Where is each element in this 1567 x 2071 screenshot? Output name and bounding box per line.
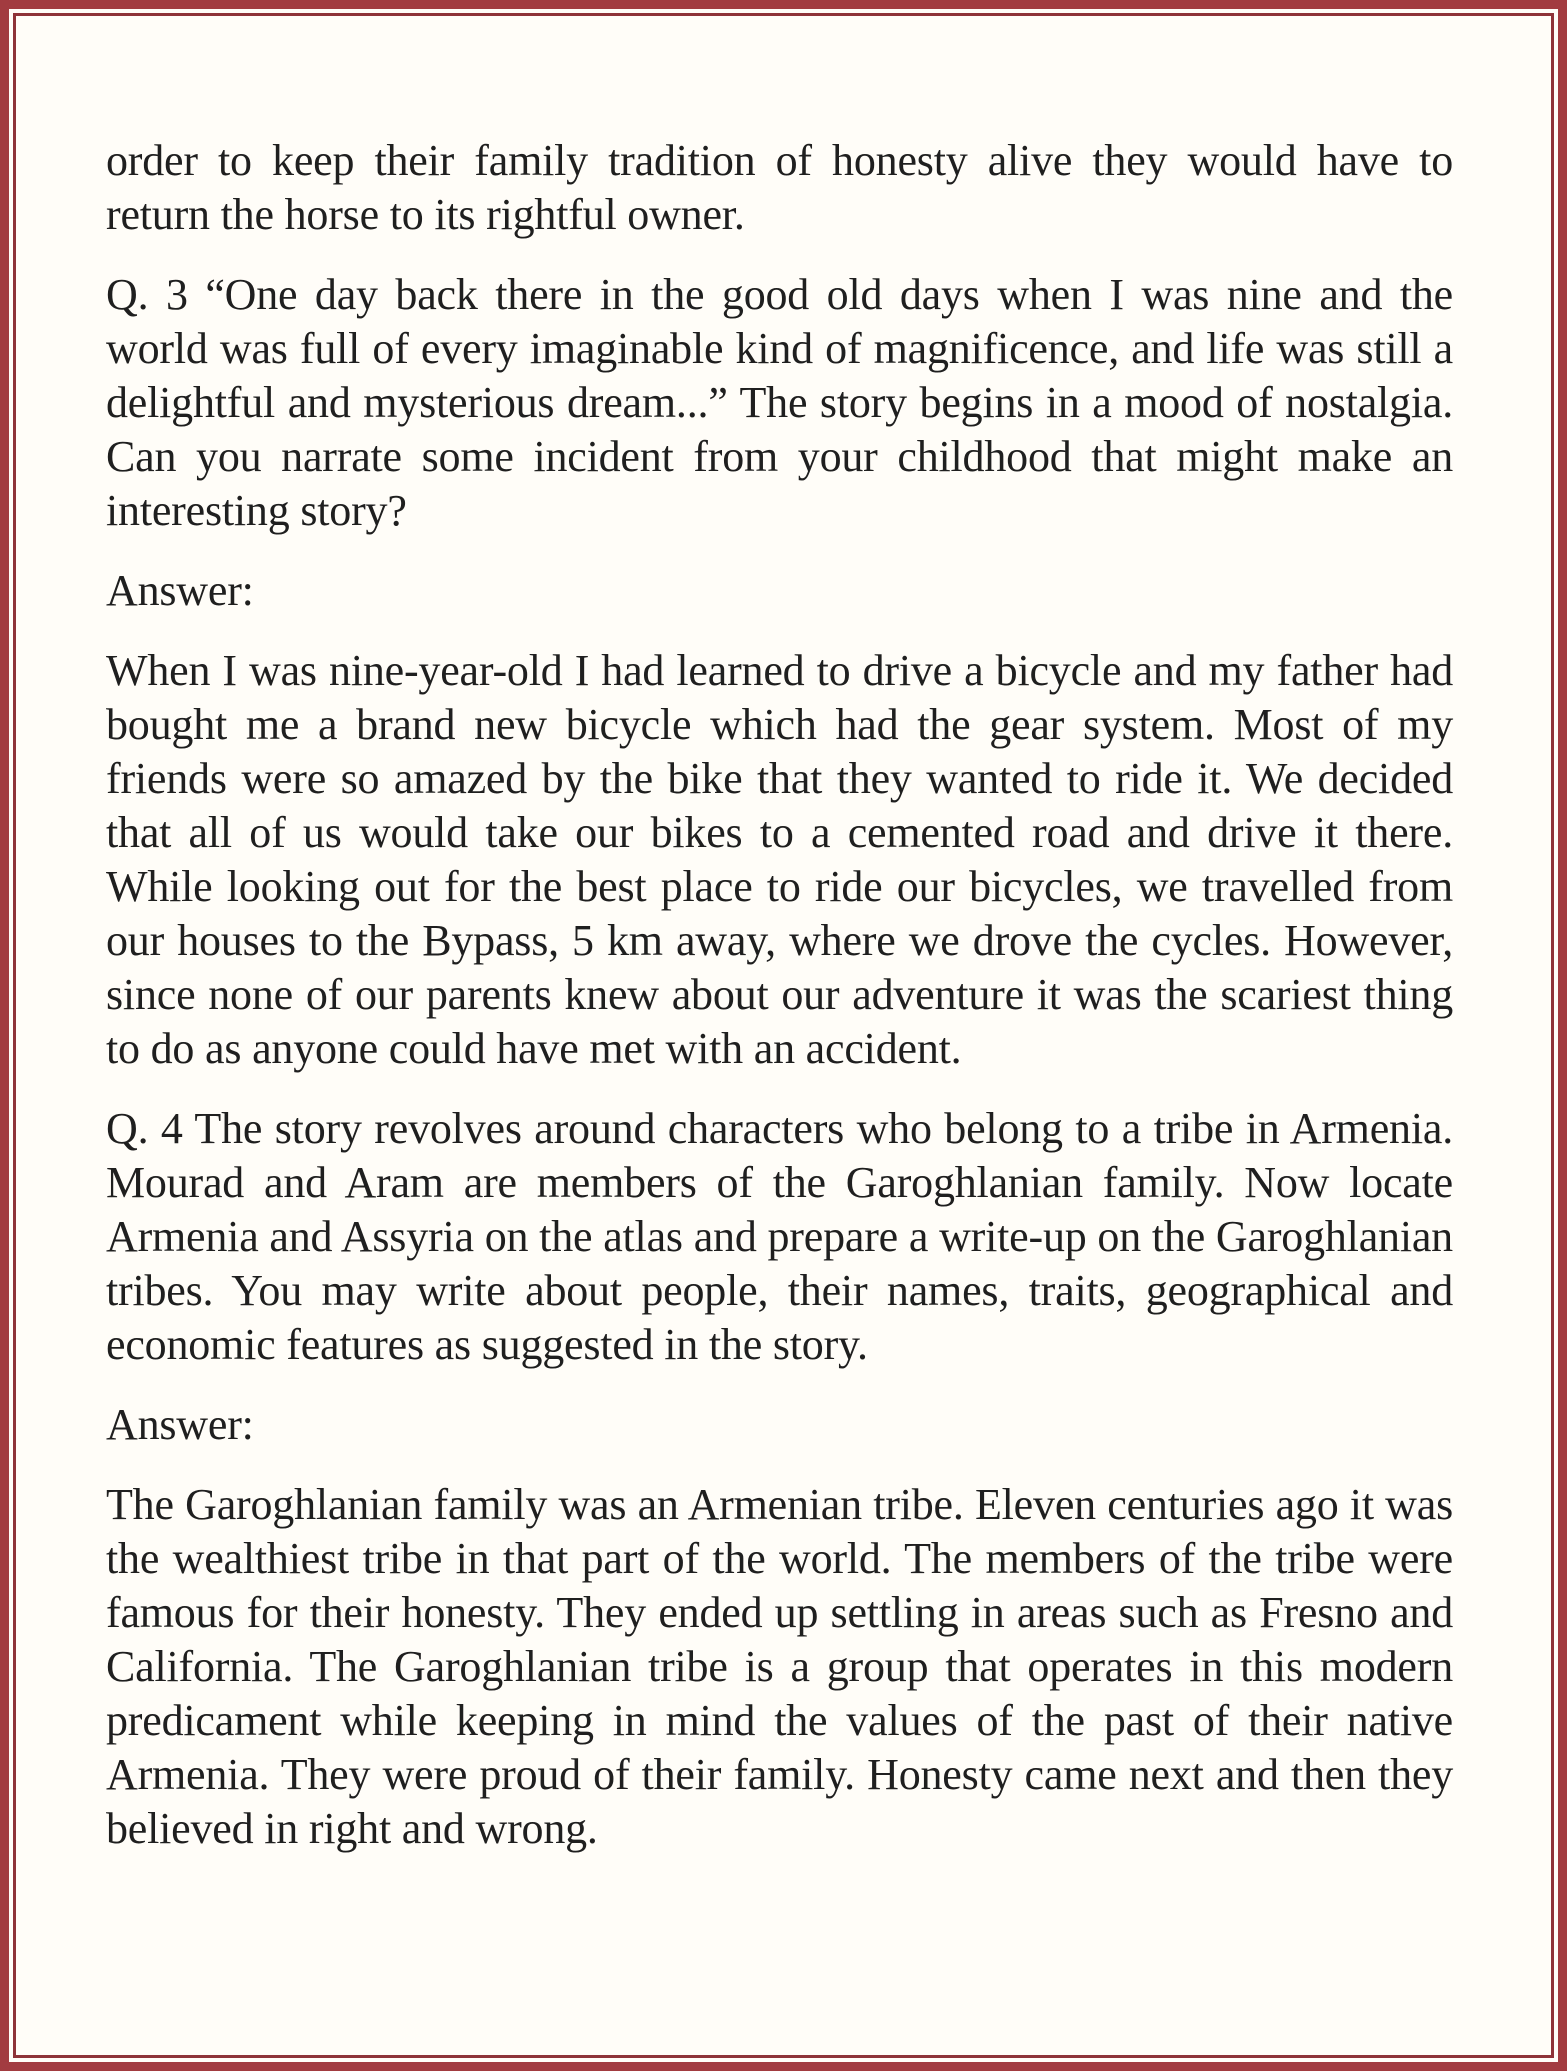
- document-page: [16, 16, 1551, 2055]
- continuation-paragraph: order to keep their family tradition of honesty alive they would have to return the horse to its rightful owner.: [106, 136, 1453, 239]
- answer-4-label: Answer:: [106, 1400, 254, 1449]
- question-4-paragraph: Q. 4 The story revolves around characters who belong to a tribe in Armenia. Mourad and Aram are members of the Garoghlanian family. Now locate Armenia and Assyria on the atlas and prepare a write-up on the Garoghlanian tribes. You may write about people, their names, traits, geographical and economic features as suggested in the story.: [106, 1104, 1453, 1369]
- answer-3-paragraph: When I was nine-year-old I had learned to drive a bicycle and my father had bought me a brand new bicycle which had the gear system. Most of my friends were so amazed by the bike that they wanted to ride it. We decided that all of us would take our bikes to a cemented road and drive it there. While looking out for the best place to ride our bicycles, we travelled from our houses to the Bypass, 5 km away, where we drove the cycles. However, since none of our parents knew about our adventure it was the scariest thing to do as anyone could have met with an accident.: [106, 646, 1453, 1073]
- page-border-inner: [13, 13, 1554, 2058]
- answer-4-paragraph: The Garoghlanian family was an Armenian tribe. Eleven centuries ago it was the wealthiest tribe in that part of the world. The members of the tribe were famous for their honesty. They ended up settling in areas such as Fresno and California. The Garoghlanian tribe is a group that operates in this modern predicament while keeping in mind the values of the past of their native Armenia. They were proud of their family. Honesty came next and then they believed in right and wrong.: [106, 1480, 1453, 1853]
- question-3-paragraph: Q. 3 “One day back there in the good old days when I was nine and the world was full of every imaginable kind of magnificence, and life was still a delightful and mysterious dream...” The story begins in a mood of nostalgia. Can you narrate some incident from your childhood that might make an interesting story?: [106, 270, 1453, 535]
- answer-3-label: Answer:: [106, 566, 254, 615]
